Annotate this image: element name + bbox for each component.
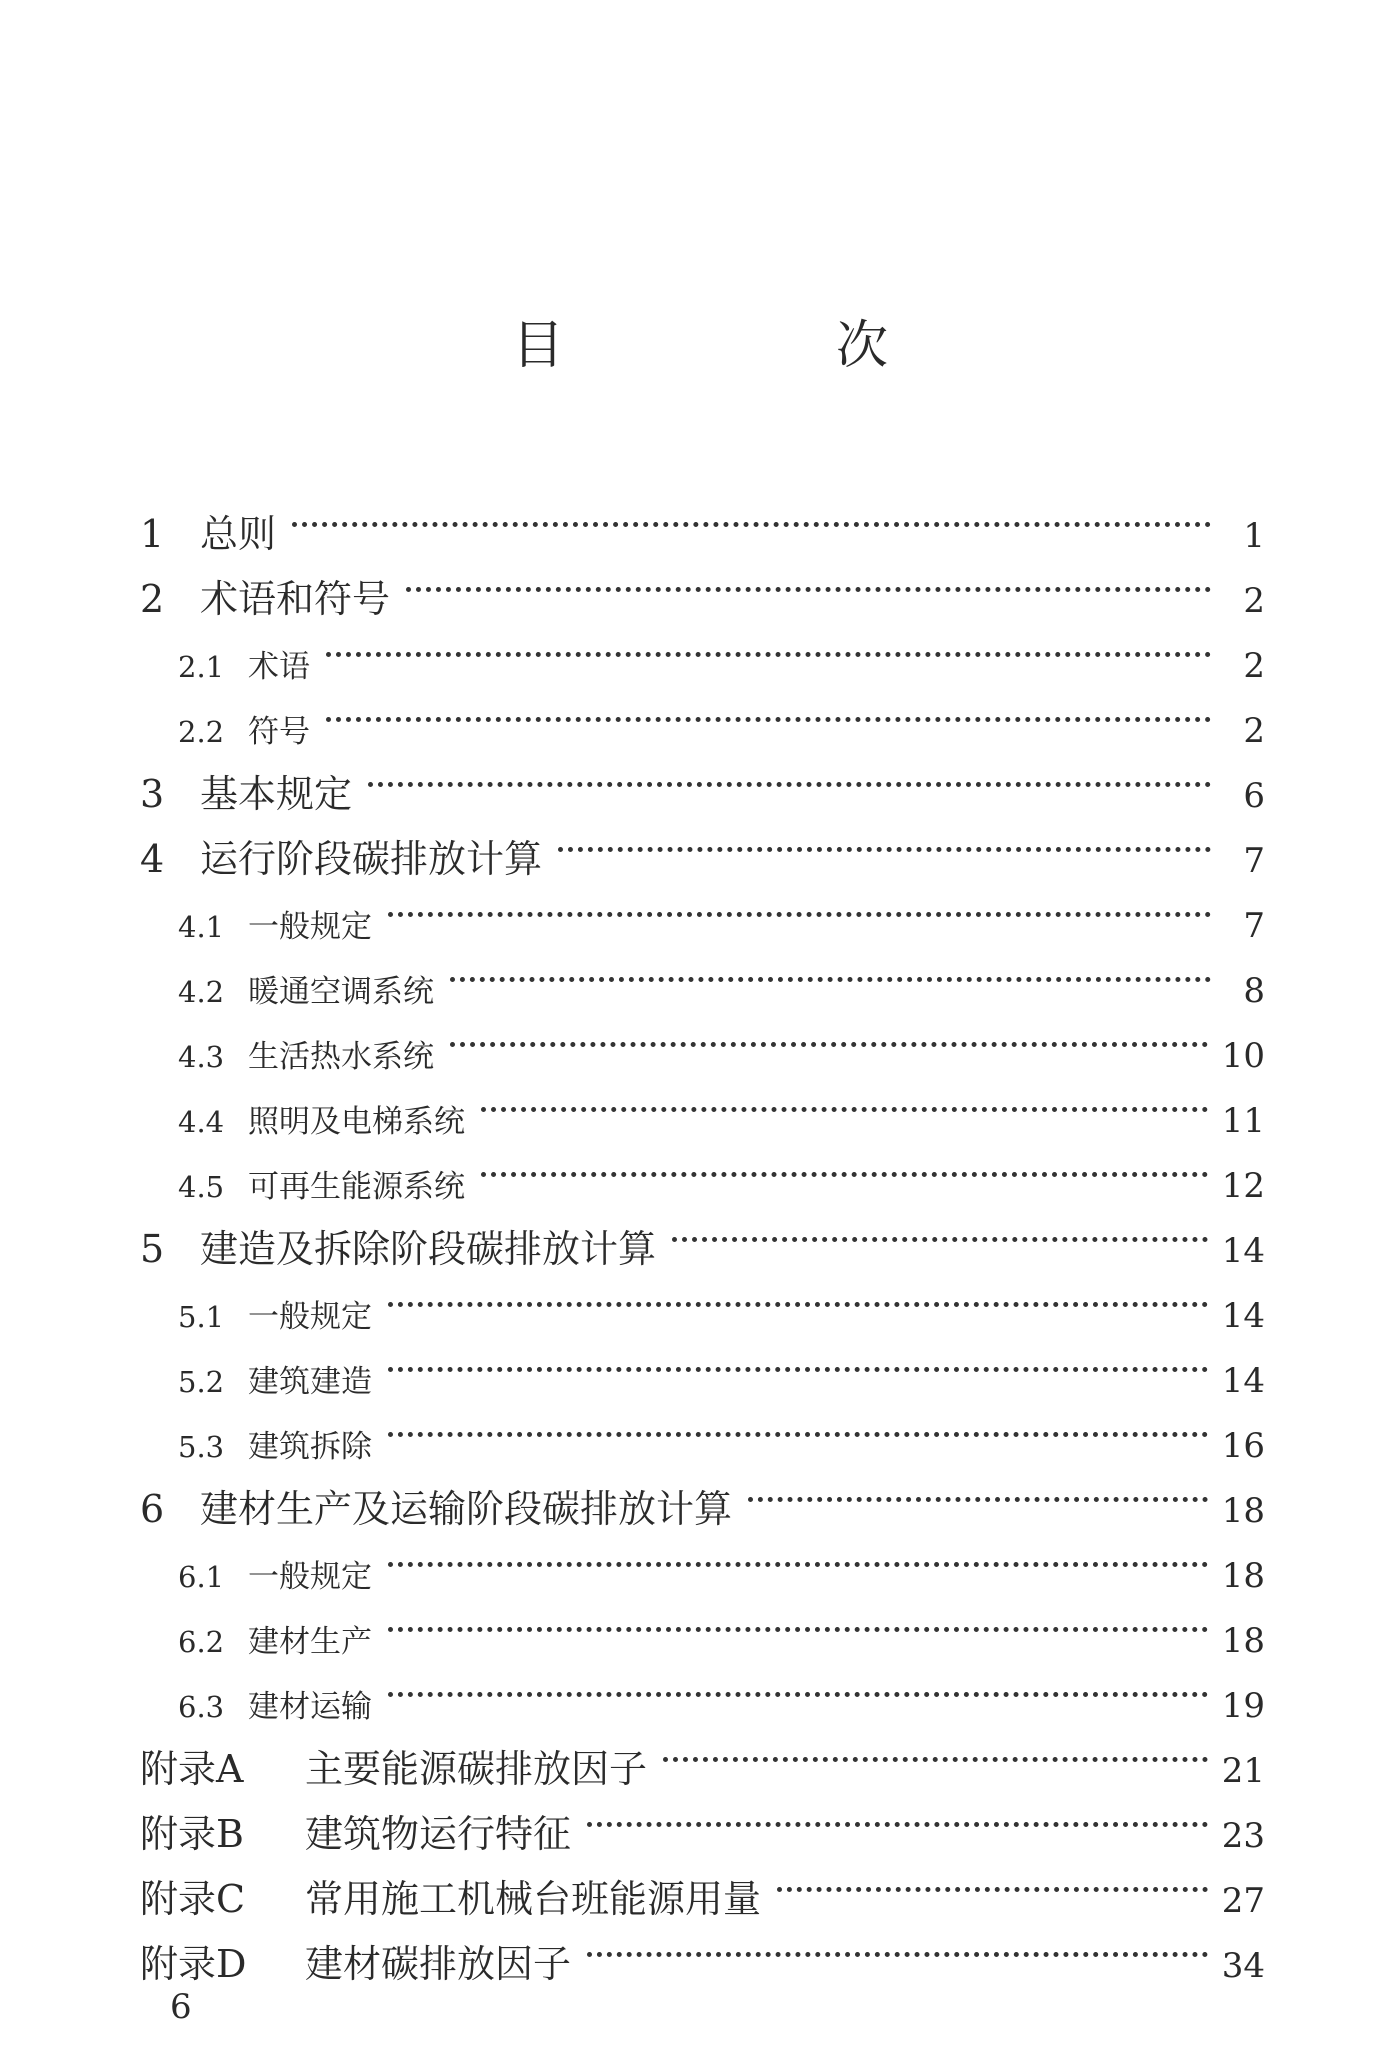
toc-entry-page: 21 [1221, 1751, 1265, 1791]
dot-leader [663, 1717, 1208, 1782]
toc-entry-page: 14 [1221, 1231, 1265, 1271]
dot-leader [481, 1067, 1208, 1132]
toc-entry-number: 1 [140, 512, 165, 556]
toc-entry-number: 4.5 [178, 1170, 225, 1204]
page-title: 目 次 [511, 316, 998, 376]
toc-entry-number: 2.2 [178, 715, 225, 749]
toc-entry-number: 附录A [140, 1747, 244, 1791]
toc-entry-page: 10 [1221, 1036, 1265, 1076]
toc-entry-page: 8 [1243, 971, 1265, 1011]
toc-entry-title: 生活热水系统 [248, 1039, 434, 1075]
toc-entry-title: 暖通空调系统 [248, 974, 434, 1010]
toc-entry-page: 2 [1243, 581, 1265, 621]
toc-entry-page: 2 [1243, 646, 1265, 686]
toc-entry-title: 总则 [200, 512, 277, 556]
dot-leader [777, 1847, 1208, 1912]
dot-leader [368, 742, 1211, 807]
toc-entry-title: 常用施工机械台班能源用量 [305, 1877, 762, 1921]
toc-entry-title: 建材碳排放因子 [305, 1942, 572, 1986]
page-number: 6 [170, 1987, 192, 2027]
dot-leader [587, 1912, 1208, 1977]
toc-entry-page: 23 [1221, 1816, 1265, 1856]
toc-entry[interactable] [140, 482, 1265, 556]
toc-entry-number: 附录D [140, 1942, 247, 1986]
toc-entry-title: 术语和符号 [200, 577, 391, 621]
dot-leader [481, 1132, 1208, 1197]
toc-entry-number: 5.3 [178, 1430, 225, 1464]
toc-entry-title: 建筑物运行特征 [305, 1812, 572, 1856]
toc-entry-number: 6 [140, 1487, 165, 1531]
dot-leader [388, 1652, 1208, 1717]
dot-leader [450, 1002, 1208, 1067]
toc-entry-title: 符号 [248, 714, 310, 750]
toc-entry[interactable] [140, 547, 1265, 621]
toc-entry-number: 2.1 [178, 650, 225, 684]
toc-entry-title: 主要能源碳排放因子 [305, 1747, 648, 1791]
dot-leader [388, 1587, 1208, 1652]
toc-entry-title: 一般规定 [248, 1559, 372, 1595]
toc-entry-number: 5.2 [178, 1365, 225, 1399]
toc-entry-page: 1 [1243, 516, 1265, 556]
dot-leader [406, 547, 1211, 612]
dot-leader [326, 677, 1211, 742]
toc-entry-page: 18 [1221, 1491, 1265, 1531]
toc-entry-page: 6 [1243, 776, 1265, 816]
toc-entry-number: 5 [140, 1227, 165, 1271]
dot-leader [587, 1782, 1208, 1847]
toc-entry-title: 建筑建造 [248, 1364, 372, 1400]
dot-leader [388, 1327, 1208, 1392]
toc-entry-title: 运行阶段碳排放计算 [200, 837, 543, 881]
toc-entry-page: 18 [1221, 1556, 1265, 1596]
toc-entry-page: 7 [1243, 906, 1265, 946]
dot-leader [558, 807, 1211, 872]
dot-leader [388, 1262, 1208, 1327]
toc-entry-page: 18 [1221, 1621, 1265, 1661]
toc-entry-title: 建材运输 [248, 1689, 372, 1725]
toc-entry-number: 4.2 [178, 975, 225, 1009]
toc-entry-title: 建材生产 [248, 1624, 372, 1660]
dot-leader [388, 1522, 1208, 1587]
toc-entry-number: 附录C [140, 1877, 246, 1921]
toc-entry-title: 基本规定 [200, 772, 353, 816]
toc-entry-title: 照明及电梯系统 [248, 1104, 465, 1140]
toc-entry-title: 建材生产及运输阶段碳排放计算 [200, 1487, 733, 1531]
toc-entry-title: 建造及拆除阶段碳排放计算 [200, 1227, 657, 1271]
toc-entry-number: 6.1 [178, 1560, 225, 1594]
toc-entry-title: 术语 [248, 649, 310, 685]
dot-leader [292, 482, 1211, 547]
toc-entry-title: 建筑拆除 [248, 1429, 372, 1465]
toc-entry-page: 14 [1221, 1296, 1265, 1336]
dot-leader [326, 612, 1211, 677]
dot-leader [388, 872, 1211, 937]
toc-entry-number: 4 [140, 837, 165, 881]
toc-entry-page: 19 [1221, 1686, 1265, 1726]
toc-entry-number: 3 [140, 772, 165, 816]
toc-entry-number: 4.4 [178, 1105, 225, 1139]
toc-entry-page: 34 [1221, 1946, 1265, 1986]
toc-entry-page: 27 [1221, 1881, 1265, 1921]
table-of-contents [140, 482, 1265, 1986]
toc-entry-number: 6.2 [178, 1625, 225, 1659]
toc-entry-page: 11 [1221, 1101, 1265, 1141]
toc-entry-number: 2 [140, 577, 165, 621]
dot-leader [388, 1392, 1208, 1457]
dot-leader [672, 1197, 1208, 1262]
toc-entry-number: 4.3 [178, 1040, 225, 1074]
toc-entry-title: 一般规定 [248, 1299, 372, 1335]
toc-entry-number: 5.1 [178, 1300, 225, 1334]
toc-entry-page: 2 [1243, 711, 1265, 751]
toc-entry-page: 16 [1221, 1426, 1265, 1466]
dot-leader [748, 1457, 1208, 1522]
toc-entry-page: 14 [1221, 1361, 1265, 1401]
toc-entry-number: 附录B [140, 1812, 244, 1856]
dot-leader [450, 937, 1211, 1002]
toc-entry-page: 12 [1221, 1166, 1265, 1206]
toc-entry-number: 6.3 [178, 1690, 225, 1724]
toc-entry-title: 一般规定 [248, 909, 372, 945]
toc-entry-page: 7 [1243, 841, 1265, 881]
toc-entry-title: 可再生能源系统 [248, 1169, 465, 1205]
toc-entry-number: 4.1 [178, 910, 225, 944]
